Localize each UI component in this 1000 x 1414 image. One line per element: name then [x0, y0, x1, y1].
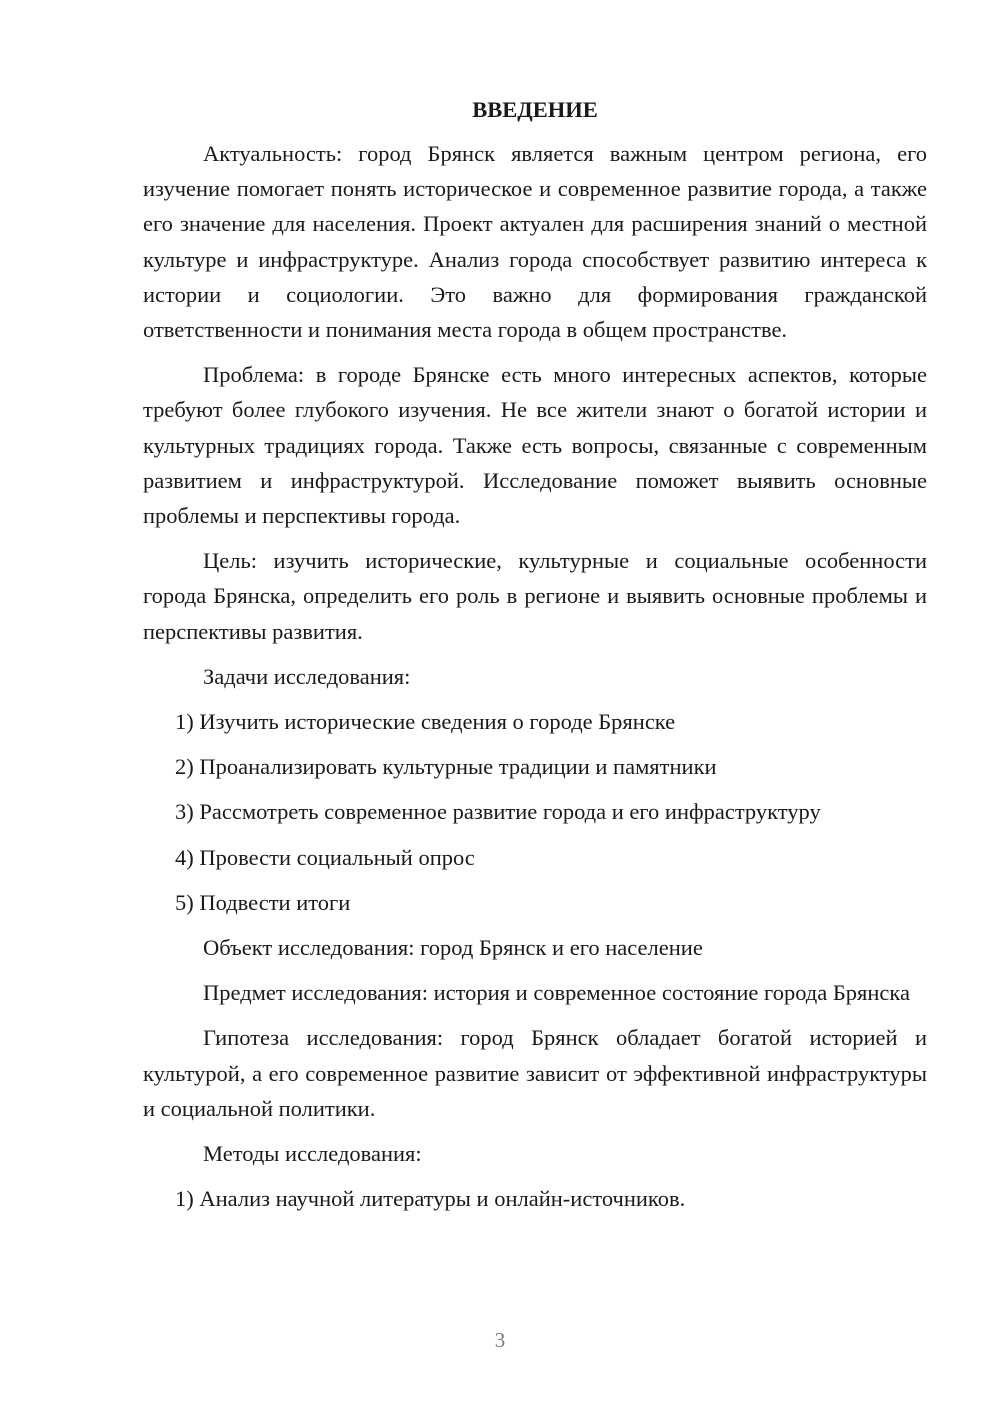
goal-paragraph: Цель: изучить исторические, культурные и социальные особенности города Брянска, определить его роль в регионе и выявить основные проблемы и перспективы развития.	[143, 548, 927, 644]
subject-paragraph: Предмет исследования: история и современное состояние города Брянска	[203, 980, 910, 1006]
task-item: 3) Рассмотреть современное развитие города и его инфраструктуру	[175, 799, 821, 825]
method-item: 1) Анализ научной литературы и онлайн-источников.	[175, 1186, 686, 1212]
task-item: 2) Проанализировать культурные традиции и памятники	[175, 754, 717, 780]
task-item: 4) Провести социальный опрос	[175, 844, 475, 870]
page-content	[143, 90, 927, 1226]
task-item: 1) Изучить исторические сведения о городе Брянске	[175, 709, 676, 735]
tasks-list	[143, 704, 927, 920]
methods-list	[143, 1181, 927, 1216]
hypothesis-paragraph: Гипотеза исследования: город Брянск обладает богатой историей и культурой, а его современное развитие зависит от эффективной инфраструктуры и социальной политики.	[143, 1025, 927, 1121]
methods-heading: Методы исследования:	[203, 1141, 422, 1167]
page-title: ВВЕДЕНИЕ	[472, 97, 598, 122]
tasks-heading: Задачи исследования:	[203, 663, 411, 689]
object-line: Объект исследования: город Брянск и его население	[203, 935, 703, 961]
relevance-paragraph: Актуальность: город Брянск является важным центром региона, его изучение помогает понять историческое и современное развитие города, а также его значение для населения. Проект актуален для расширения знаний о местной культуре и инфраструктуре. Анализ города способствует развитию интереса к истории и социологии. Это важно для формирования гражданской ответственности и понимания места города в общем пространстве.	[143, 141, 927, 343]
page-number: 3	[494, 1328, 506, 1352]
problem-paragraph: Проблема: в городе Брянске есть много интересных аспектов, которые требуют более глубокого изучения. Не все жители знают о богатой истории и культурных традициях города. Также есть вопросы, связанные с современным развитием и инфраструктурой. Исследование поможет выявить основные проблемы и перспективы города.	[143, 362, 927, 529]
task-item: 5) Подвести итоги	[175, 889, 351, 915]
